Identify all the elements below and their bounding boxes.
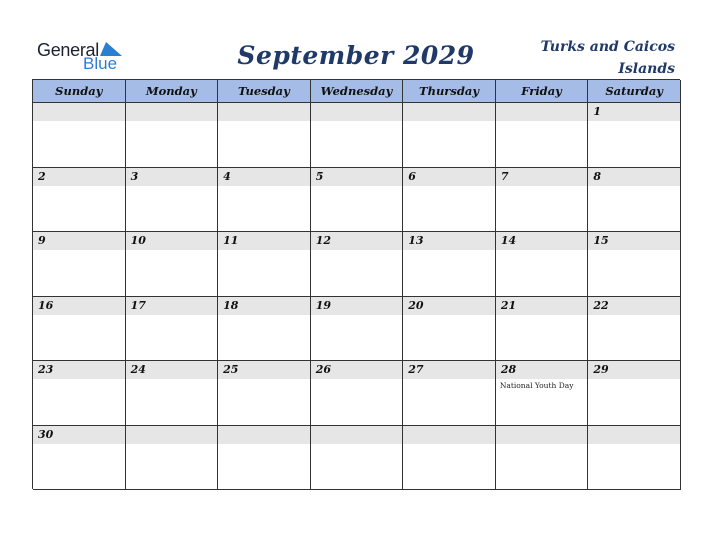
logo-word-blue: Blue [83, 54, 118, 73]
day-header-band [588, 103, 680, 121]
day-cell [311, 297, 404, 362]
day-cell [33, 232, 126, 297]
day-cell [496, 361, 589, 426]
day-cell [588, 103, 681, 168]
day-header-band [218, 426, 310, 444]
day-cell [126, 426, 219, 491]
day-header-band [33, 103, 125, 121]
day-cell [496, 426, 589, 491]
day-cell [33, 297, 126, 362]
day-header-band [311, 168, 403, 186]
day-number: 29 [593, 363, 609, 376]
weekday-thursday: Thursday [403, 80, 496, 103]
day-cell [33, 426, 126, 491]
day-cell [311, 426, 404, 491]
day-header-band [588, 168, 680, 186]
day-header-band [126, 426, 218, 444]
day-cell [126, 103, 219, 168]
day-number: 12 [315, 234, 331, 247]
day-cell [403, 426, 496, 491]
logo-word-general: General [37, 40, 99, 60]
day-number: 23 [38, 363, 54, 376]
region-name [525, 36, 675, 80]
day-cell [588, 297, 681, 362]
day-cell [218, 426, 311, 491]
day-header-band [496, 426, 588, 444]
day-cell [126, 297, 219, 362]
day-cell [496, 168, 589, 233]
day-number: 22 [593, 298, 609, 312]
week-row [33, 297, 680, 362]
day-header-band [126, 103, 218, 121]
day-cell [311, 361, 404, 426]
day-number: 10 [130, 234, 146, 247]
day-number: 30 [38, 427, 54, 441]
day-cell [403, 232, 496, 297]
generalblue-logo [37, 40, 137, 74]
day-header-band [403, 168, 495, 186]
day-number: 18 [223, 298, 239, 312]
day-cell [496, 103, 589, 168]
day-cell [126, 232, 219, 297]
day-header-band [496, 103, 588, 121]
day-cell [33, 168, 126, 233]
day-number: 26 [315, 363, 331, 376]
day-number: 16 [38, 298, 54, 312]
day-header-band [33, 232, 125, 250]
day-cell [588, 361, 681, 426]
weekday-friday: Friday [496, 80, 589, 103]
day-number: 14 [500, 234, 517, 247]
day-cell [403, 297, 496, 362]
day-cell [218, 168, 311, 233]
day-cell [218, 103, 311, 168]
day-cell [311, 232, 404, 297]
day-cell [311, 168, 404, 233]
day-number: 27 [408, 363, 424, 376]
day-header-band [218, 168, 310, 186]
week-row [33, 361, 680, 426]
day-header-band [588, 426, 680, 444]
day-header-band [126, 168, 218, 186]
day-cell [126, 168, 219, 233]
day-cell [218, 232, 311, 297]
day-number: 9 [38, 234, 46, 247]
day-cell [403, 168, 496, 233]
week-row [33, 103, 680, 168]
calendar-title: September 2029 [237, 41, 475, 70]
day-cell [403, 103, 496, 168]
day-cell [496, 232, 589, 297]
week-row [33, 168, 680, 233]
day-number: 2 [38, 169, 46, 183]
day-cell [311, 103, 404, 168]
holiday-label: National Youth Day [499, 381, 574, 390]
day-number: 1 [593, 105, 602, 118]
day-cell [33, 103, 126, 168]
day-number: 8 [593, 169, 602, 183]
day-number: 20 [408, 298, 424, 312]
day-header-band [496, 168, 588, 186]
day-number: 11 [223, 234, 239, 247]
day-number: 7 [500, 169, 509, 183]
region-line-1: Turks and Caicos [540, 39, 675, 55]
day-number: 25 [223, 363, 239, 376]
day-header-band [403, 426, 495, 444]
weekday-wednesday: Wednesday [311, 80, 404, 103]
day-cell [33, 361, 126, 426]
weekday-header-row [33, 80, 680, 103]
day-cell [588, 426, 681, 491]
day-number: 6 [408, 169, 416, 183]
day-header-band [311, 426, 403, 444]
day-number: 15 [593, 234, 609, 247]
day-header-band [311, 103, 403, 121]
day-cell [588, 232, 681, 297]
week-row [33, 232, 680, 297]
region-line-2: Islands [618, 61, 675, 77]
day-number: 24 [130, 363, 146, 376]
day-number: 28 [500, 363, 517, 376]
weekday-saturday: Saturday [588, 80, 681, 103]
day-header-band [33, 168, 125, 186]
day-cell [588, 168, 681, 233]
calendar-grid [32, 79, 680, 489]
day-number: 5 [315, 169, 324, 183]
day-number: 3 [130, 169, 139, 183]
day-cell [218, 297, 311, 362]
day-number: 13 [408, 234, 424, 247]
day-header-band [403, 103, 495, 121]
day-number: 19 [315, 298, 331, 312]
day-cell [403, 361, 496, 426]
day-header-band [218, 103, 310, 121]
day-cell [496, 297, 589, 362]
day-number: 17 [130, 298, 146, 312]
week-row [33, 426, 680, 491]
weekday-tuesday: Tuesday [218, 80, 311, 103]
weekday-sunday: Sunday [33, 80, 126, 103]
day-cell [218, 361, 311, 426]
day-number: 21 [500, 298, 517, 312]
day-cell [126, 361, 219, 426]
weekday-monday: Monday [126, 80, 219, 103]
day-number: 4 [223, 169, 231, 183]
